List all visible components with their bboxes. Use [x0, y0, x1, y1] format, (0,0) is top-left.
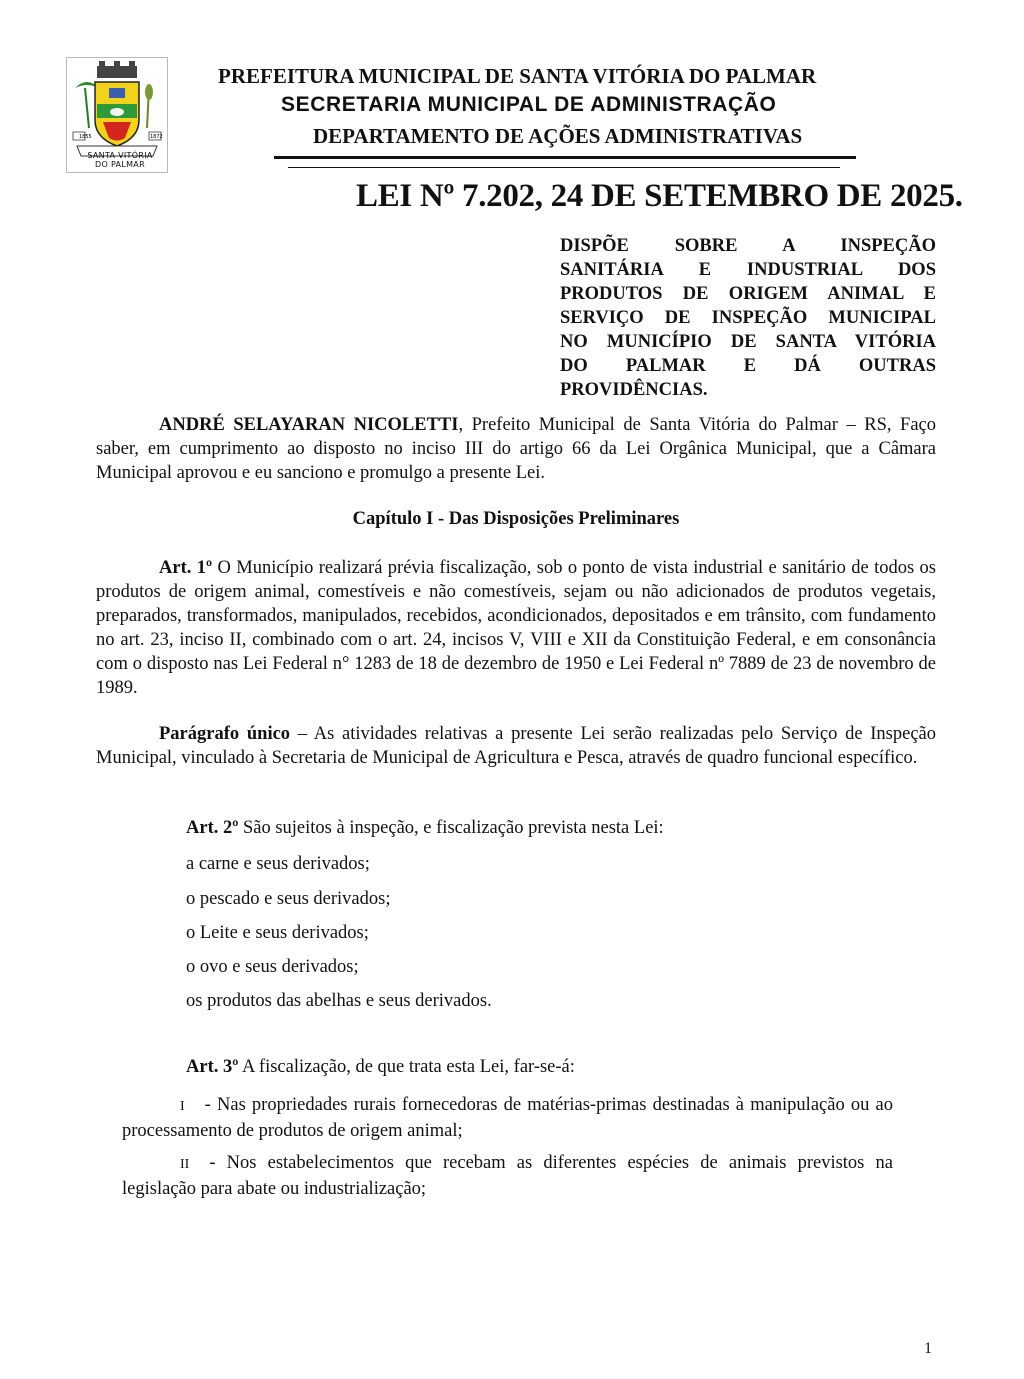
- inciso-number: I: [180, 1099, 185, 1114]
- article-3-label: Art. 3º: [186, 1057, 239, 1077]
- header-departamento: DEPARTAMENTO DE AÇÕES ADMINISTRATIVAS: [313, 124, 803, 148]
- preamble-text: , Prefeito Municipal de Santa Vitória do Palmar – RS, Faço saber, em cumprimento ao disposto no inciso III do artigo 66 da Lei Orgânica Municipal, que a Câmara Municipal aprovou e eu sanciono e promulgo a presente Lei.: [96, 415, 936, 483]
- law-title: LEI Nº 7.202, 24 DE SETEMBRO DE 2025.: [356, 178, 963, 214]
- article-2: [186, 818, 664, 839]
- crest-year-right: 1872: [150, 134, 163, 140]
- chapter-heading: Capítulo I - Das Disposições Preliminares: [352, 509, 680, 529]
- crest-caption: SANTA VITÓRIA DO PALMAR: [87, 151, 153, 169]
- article-2-label: Art. 2º: [186, 818, 239, 838]
- inciso-2: [122, 1151, 893, 1201]
- inciso-text: - Nas propriedades rurais fornecedoras de matérias-primas destinadas à manipulação ou ao processamento de produtos de origem animal;: [122, 1095, 893, 1141]
- mayor-name: ANDRÉ SELAYARAN NICOLETTI: [159, 415, 459, 435]
- header-rule-thin: [288, 167, 840, 168]
- paragrafo-label: Parágrafo único: [159, 724, 291, 744]
- inciso-number: II: [180, 1157, 190, 1172]
- article-3: [186, 1057, 575, 1078]
- inciso-text: - Nos estabelecimentos que recebam as diferentes espécies de animais previstos na legislação para abate ou industrialização;: [122, 1153, 893, 1199]
- article-1-label: Art. 1º: [159, 558, 213, 578]
- header-rule-thick: [274, 156, 856, 159]
- ementa-line: DO PALMAR E DÁ OUTRAS: [560, 356, 936, 376]
- preamble: [96, 413, 936, 485]
- page-number: 1: [924, 1340, 932, 1357]
- ementa-line: DISPÕE SOBRE A INSPEÇÃO: [560, 236, 936, 256]
- ementa: [560, 234, 936, 402]
- header-secretaria: SECRETARIA MUNICIPAL DE ADMINISTRAÇÃO: [281, 93, 777, 116]
- header-prefeitura: PREFEITURA MUNICIPAL DE SANTA VITÓRIA DO PALMAR: [218, 64, 817, 88]
- crest-year-left: 1855: [79, 134, 92, 140]
- list-item: o ovo e seus derivados;: [186, 957, 359, 977]
- ementa-line: NO MUNICÍPIO DE SANTA VITÓRIA: [560, 332, 936, 352]
- paragrafo-unico: [96, 722, 936, 770]
- ementa-line: PROVIDÊNCIAS.: [560, 380, 708, 400]
- ementa-line: PRODUTOS DE ORIGEM ANIMAL E: [560, 284, 936, 304]
- inciso-1: [122, 1093, 893, 1143]
- article-1-text: O Município realizará prévia fiscalização, sob o ponto de vista industrial e sanitário de todos os produtos de origem animal, comestíveis e não comestíveis, sejam ou não adicionados de produtos vegetais, preparados, transformados, manipulados, recebidos, acondicionados, depositados e em trânsito, com fundamento no art. 23, inciso II, combinado com o art. 24, incisos V, VIII e XII da Constituição Federal, e em consonância com o disposto nas Lei Federal n° 1283 de 18 de dezembro de 1950 e Lei Federal nº 7889 de 23 de novembro de 1989.: [96, 558, 937, 698]
- list-item: o pescado e seus derivados;: [186, 889, 391, 909]
- list-item: os produtos das abelhas e seus derivados.: [186, 991, 492, 1011]
- article-3-text: A fiscalização, de que trata esta Lei, far-se-á:: [238, 1057, 575, 1077]
- ementa-line: SANITÁRIA E INDUSTRIAL DOS: [560, 260, 936, 280]
- article-2-text: São sujeitos à inspeção, e fiscalização prevista nesta Lei:: [238, 818, 664, 838]
- paragrafo-text: – As atividades relativas a presente Lei serão realizadas pelo Serviço de Inspeção Municipal, vinculado à Secretaria de Municipal de Agricultura e Pesca, através de quadro funcional específico.: [96, 724, 937, 768]
- article-1: [96, 556, 936, 700]
- list-item: a carne e seus derivados;: [186, 854, 370, 874]
- ementa-line: SERVIÇO DE INSPEÇÃO MUNICIPAL: [560, 308, 936, 328]
- list-item: o Leite e seus derivados;: [186, 923, 369, 943]
